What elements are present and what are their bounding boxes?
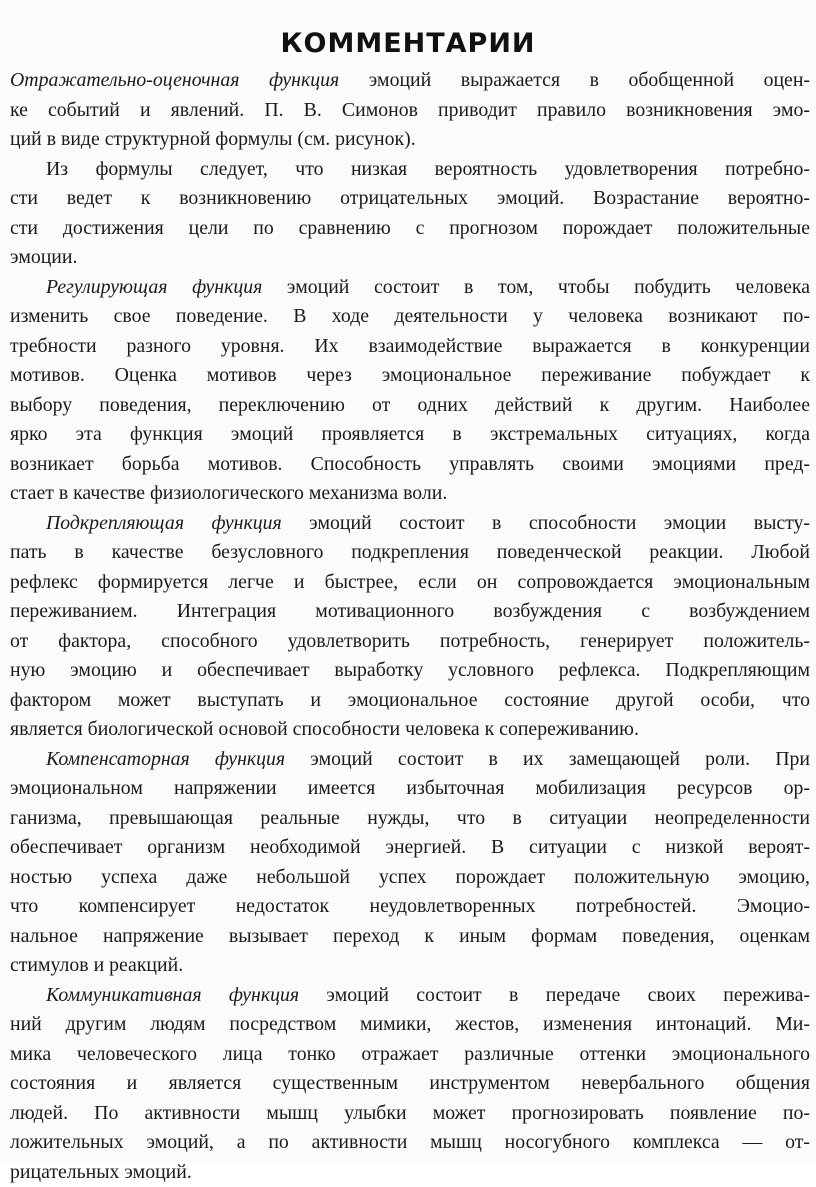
paragraph-line: требности разного уровня. Их взаимодействие выражается в конкуренции — [10, 332, 810, 362]
paragraph-line: фактором может выступать и эмоциональное состояние другой особи, что — [10, 686, 810, 716]
paragraph-line: Регулирующая функция эмоций состоит в том, чтобы побудить человека — [10, 273, 810, 303]
paragraph-line: ярко эта функция эмоций проявляется в экстремальных ситуациях, когда — [10, 420, 810, 450]
paragraph-line: рефлекс формируется легче и быстрее, если он сопровождается эмоциональным — [10, 568, 810, 598]
paragraph-line: стимулов и реакций. — [10, 951, 810, 981]
paragraph-line: ганизма, превышающая реальные нужды, что в ситуации неопределенности — [10, 804, 810, 834]
paragraph-line: является биологической основой способности человека к сопереживанию. — [10, 715, 810, 745]
paragraph-line: ний другим людям посредством мимики, жестов, изменения интонаций. Ми- — [10, 1010, 810, 1040]
paragraph-term: Подкрепляющая функция — [46, 512, 282, 534]
paragraph-line: ностью успеха даже небольшой успех порождает положительную эмоцию, — [10, 863, 810, 893]
paragraph-line: стает в качестве физиологического механизма воли. — [10, 479, 810, 509]
paragraph-reinforcing — [10, 509, 810, 745]
paragraph-line: сти ведет к возникновению отрицательных эмоций. Возрастание вероятно- — [10, 184, 810, 214]
paragraph-line: эмоциональном напряжении имеется избыточная мобилизация ресурсов ор- — [10, 774, 810, 804]
paragraph-line: выбору поведения, переключению от одних действий к другим. Наиболее — [10, 391, 810, 421]
paragraph-reflective-evaluative — [10, 66, 810, 155]
paragraph-line: Отражательно-оценочная функция эмоций выражается в обобщенной оцен- — [10, 66, 810, 96]
paragraph-line: ций в виде структурной формулы (см. рисунок). — [10, 125, 810, 155]
page-title: КОММЕНТАРИИ — [0, 28, 816, 59]
paragraph-line: мотивов. Оценка мотивов через эмоциональное переживание побуждает к — [10, 361, 810, 391]
paragraph-line: рицательных эмоций. — [10, 1158, 810, 1187]
paragraph-line: обеспечивает организм необходимой энергией. В ситуации с низкой вероят- — [10, 833, 810, 863]
document-body — [10, 66, 810, 1187]
paragraph-line: ке событий и явлений. П. В. Симонов приводит правило возникновения эмо- — [10, 96, 810, 126]
paragraph-communicative — [10, 981, 810, 1187]
paragraph-line: нальное напряжение вызывает переход к иным формам поведения, оценкам — [10, 922, 810, 952]
paragraph-line: Компенсаторная функция эмоций состоит в их замещающей роли. При — [10, 745, 810, 775]
paragraph-term: Регулирующая функция — [46, 276, 262, 298]
paragraph-line: пать в качестве безусловного подкрепления поведенческой реакции. Любой — [10, 538, 810, 568]
paragraph-formula-consequence — [10, 155, 810, 273]
paragraph-line: ную эмоцию и обеспечивает выработку условного рефлекса. Подкрепляющим — [10, 656, 810, 686]
paragraph-line: возникает борьба мотивов. Способность управлять своими эмоциями пред- — [10, 450, 810, 480]
paragraph-term: Отражательно-оценочная функция — [10, 69, 339, 91]
paragraph-line: Из формулы следует, что низкая вероятность удовлетворения потребно- — [10, 155, 810, 185]
paragraph-regulating — [10, 273, 810, 509]
paragraph-line: эмоции. — [10, 243, 810, 273]
paragraph-line: что компенсирует недостаток неудовлетворенных потребностей. Эмоцио- — [10, 892, 810, 922]
paragraph-line: сти достижения цели по сравнению с прогнозом порождает положительные — [10, 214, 810, 244]
paragraph-compensatory — [10, 745, 810, 981]
paragraph-term: Коммуникативная функция — [46, 984, 299, 1006]
paragraph-line: изменить свое поведение. В ходе деятельности у человека возникают по- — [10, 302, 810, 332]
paragraph-line: от фактора, способного удовлетворить потребность, генерирует положитель- — [10, 627, 810, 657]
paragraph-line: переживанием. Интеграция мотивационного возбуждения с возбуждением — [10, 597, 810, 627]
paragraph-term: Компенсаторная функция — [46, 748, 285, 770]
paragraph-line: ложительных эмоций, а по активности мышц носогубного комплекса — от- — [10, 1128, 810, 1158]
paragraph-line: состояния и является существенным инструментом невербального общения — [10, 1069, 810, 1099]
paragraph-line: Подкрепляющая функция эмоций состоит в способности эмоции высту- — [10, 509, 810, 539]
paragraph-line: мика человеческого лица тонко отражает различные оттенки эмоционального — [10, 1040, 810, 1070]
paragraph-line: Коммуникативная функция эмоций состоит в передаче своих пережива- — [10, 981, 810, 1011]
paragraph-line: людей. По активности мышц улыбки может прогнозировать появление по- — [10, 1099, 810, 1129]
